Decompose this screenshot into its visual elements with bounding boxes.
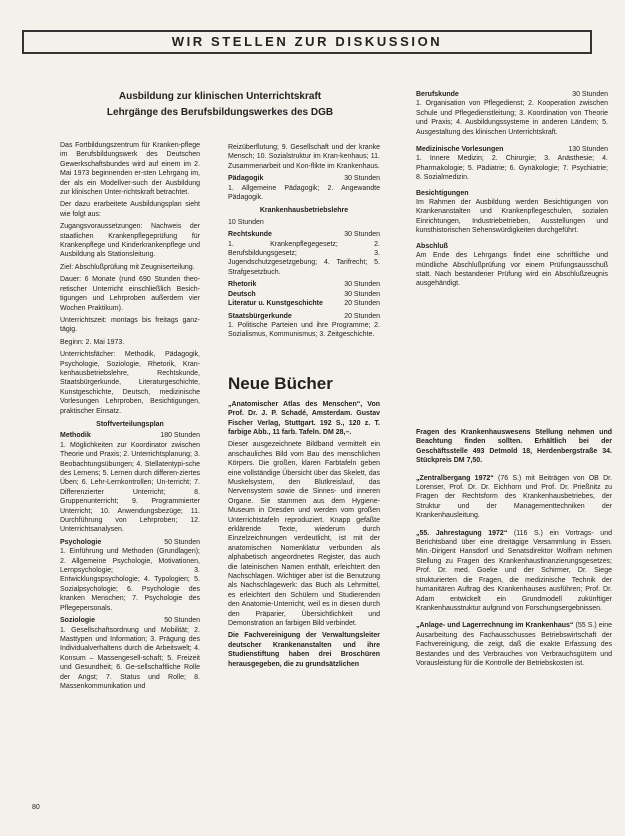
section-label: Berufskunde — [416, 91, 459, 98]
section-text: Im Rahmen der Ausbildung werden Besichtigungen von Krankenanstalten und Krankenpflegeschulen, sozialen Einrichtungen, Industriebetrieben, Ausstellungen und kunsthistorischen Sehenswürdigkeiten durchgeführt. — [416, 199, 608, 235]
article-title-2: Lehrgänge des Berufsbildungswerkes des DGB — [106, 107, 334, 118]
row-label: Deutsch — [228, 290, 256, 298]
section-heading — [60, 431, 200, 440]
row-hours: 20 Stunden — [344, 300, 380, 308]
brochure-title: „55. Jahrestagung 1972“ — [416, 529, 508, 537]
column-3 — [416, 90, 608, 292]
section-text: 1. Politische Parteien und ihre Programme; 2. Sozialismus, Kommunismus; 3. Zeitgeschichte. — [228, 321, 380, 339]
page-number: 80 — [32, 804, 40, 811]
intro-paragraph: Das Fortbildungszentrum für Kranken-pflege im Berufsbildungswerk des Deutschen Gewerkschaftsbundes wird auf einem im 2. Mai 1973 beginnenden er-sten Lehrgang im, der als ein Modellver-such der Ausbildung zur klinischen Unter-richtskraft betrachtet. — [60, 142, 200, 197]
brochure-text: (55 S.) eine Ausarbeitung des Fachausschusses Betriebswirtschaft der Fachvereinigung, die zeigt, daß die exakte Erfassung des Bestandes und des Verbrauches von Verbrauchsgütern und Vorausleistung für die Kontrolle der Betriebskosten ist. — [416, 622, 613, 667]
section-hours: 130 Stunden — [568, 146, 608, 154]
paragraph: Der dazu erarbeitete Ausbildungsplan sieht wie folgt aus: — [60, 201, 200, 218]
section-hours: 30 Stunden — [344, 231, 380, 239]
row-hours: 30 Stunden — [344, 290, 380, 298]
section-text: 1. Gesellschaftsordnung und Mobilität; 2. Masttypen und Information; 3. Prägung des Individualverhaltens durch die Arbeitswelt; 4. Konsum – Massengesell-schaft; 5. Freizeit und Gesundheit; 6. Ge-sellschaftliche Rolle der Angst; 7. Status und Rolle; 8. Massenkommunikation und — [60, 626, 200, 690]
paragraph: Unterrichtsfächer: Methodik, Pädagogik, Psychologie, Soziologie, Rhetorik, Kran-kenhausbetriebslehre, Rechtskunde, Staatsbürgerkunde, Literaturgeschichte, Kunstgeschichte, Deutsch, medizinische Vorlesungen Lehrproben, Besichtigungen, praktischer Einsatz. — [60, 351, 200, 415]
section-label: Soziologie — [60, 617, 95, 625]
brochure-title: „Anlage- und Lagerrechnung im Krankenhaus“ — [416, 622, 574, 630]
brochure-title: „Zentralbergang 1972“ — [416, 474, 494, 482]
section-label: Rechtskunde — [228, 231, 272, 239]
section-hours: 180 Stunden — [160, 432, 200, 440]
paragraph: Ziel: Abschlußprüfung mit Zeugniserteilung. — [60, 263, 195, 271]
khb-hours: 10 Stunden — [228, 218, 264, 226]
row-hours: 30 Stunden — [344, 281, 380, 289]
section-hours: 50 Stunden — [164, 617, 200, 625]
paragraph: Beginn: 2. Mai 1973. — [60, 338, 125, 346]
paragraph: Zugangsvoraussetzungen: Nachweis der staatlichen Krankenpflegeprüfung für Krankenpflege und Kinderkrankenpflege und Ausbildung als Stationsleitung. — [60, 223, 200, 259]
fachvereinigung-note: Die Fachvereinigung der Verwaltungsleiter deutscher Krankenanstalten und ihre Studienstiftung haben drei Broschüren herausgegeben, die zu grundsätzlichen — [228, 632, 380, 668]
section-heading — [228, 174, 380, 183]
section-label: Methodik — [60, 432, 91, 440]
section-text: 1. Organisation von Pflegedienst; 2. Kooperation zwischen Schule und Pflegedienstleitung; 3. Koordination von Theorie und Praxis; 4. Ausbildungssysteme in anderen Ländern; 5. Ausgestaltung des klinischen Unterrichtskraft. — [416, 100, 608, 136]
section-heading — [416, 145, 608, 154]
brochure-text: (116 S.) ein Vortrags- und Berichtsband über eine dreitägige Versammlung in Essen. Min.-Dirigent Hansdorf und Senatsdirektor Wolfram nehmen Stellung zu Fragen des Krankenhausfinanzierungsgesetzes; Prof. Dr. med. Goeke und der Schirmer, Dr. Siege strukturierten die Fragen, die medizinische Technik der humanitären Auftrag des Krankenhauses ausführen; Prof. Dr. Adam entwickelt ein Grundmodell zukünftiger Krankenhausstruktur aufgrund von Forschungsergebnissen. — [416, 529, 612, 612]
section-text: 1. Einführung und Methoden (Grundlagen); 2. Allgemeine Psychologie, Motivationen, Lernpsychologie; 3. Entwicklungspsychologie; 4. Typologien; 5. Sozialpsychologie; 6. Psychologie des kranken Menschen; 7. Psychologie des Pflegepersonals. — [60, 548, 200, 612]
section-text: 1. Innere Medizin; 2. Chirurgie; 3. Anästhesie; 4. Pharmakologie; 5. Pädiatrie; 6. Gynäkologie; 7. Psychiatrie; 8. Sozialmedizin. — [416, 155, 608, 182]
row-label: Rhetorik — [228, 281, 257, 289]
section-hours: 50 Stunden — [164, 538, 200, 546]
paragraph: Reizüberflutung; 9. Gesellschaft und der kranke Mensch; 10. Sozialstruktur im Kran-kenhaus; 11. Zusammenarbeit und Kon-flikte im Krankenhaus. — [228, 144, 380, 170]
section-label: Medizinische Vorlesungen — [416, 146, 504, 154]
section-heading — [60, 616, 200, 625]
books-heading: Neue Bücher — [228, 373, 333, 393]
besichtigungen-title: Besichtigungen — [416, 189, 469, 197]
column-3-books — [416, 428, 612, 671]
brochure-text: (76 S.) mit Beiträgen von OB Dr. Lorenser, Prof. Dr. Dr. Eichhorn und Prof. Dr. Prießnitz zu Fragen der Rechtsform des Krankenhausbetriebes, der Struktur und der Managementtechniken der Krankenhausleitung. — [416, 474, 613, 520]
section-text: 1. Krankenpflegegesetz; 2. Berufsbildungsgesetz; 3. Jugendschutzgesetzgebung; 4. Tarifrecht; 5. Strafgesetzbuch. — [228, 240, 380, 276]
book-title: „Anatomischer Atlas des Menschen“, Von Prof. Dr. J. P. Schadé, Amsterdam. Gustav Fischer Verlag, Stuttgart. 192 S., 120 z. T. farbige Abb., 11 farb. Tafeln. DM 28,–. — [228, 400, 380, 436]
column-2 — [228, 143, 380, 672]
abschluss-title: Abschluß — [416, 242, 448, 250]
subject-row — [228, 299, 380, 308]
section-hours: 30 Stunden — [344, 175, 380, 183]
khb-title: Krankenhausbetriebslehre — [259, 207, 349, 215]
plan-title: Stoffverteilungsplan — [96, 420, 164, 428]
row-label: Literatur u. Kunstgeschichte — [228, 300, 323, 308]
subject-row — [228, 290, 380, 299]
section-heading — [228, 312, 380, 321]
section-heading — [228, 230, 380, 239]
section-heading — [416, 90, 608, 99]
section-hours: 20 Stunden — [344, 312, 380, 320]
section-banner: WIR STELLEN ZUR DISKUSSION — [22, 30, 592, 54]
section-heading — [60, 538, 200, 547]
section-text: Am Ende des Lehrgangs findet eine schriftliche und mündliche Abschlußprüfung vor einem Prüfungsausschuß statt. Nach bestandener Prüfung wird ein Abschlußzeugnis ausgehändigt. — [416, 252, 608, 288]
section-text: 1. Möglichkeiten zur Koordinator zwischen Theorie und Praxis; 2. Unterrichtsplanung; 3. Beobachtungsübungen; 4. Stellatentypi-sche des Lernens; 5. Lernen durch differen-ziertes Üben; 6. Lehr-Lernkontrollen; Un-terricht; 7. Differenzierter Unterricht; 8. Gruppenunterricht; 9. Programmierter Unterricht; 10. Anwendungsbezüge; 11. Durchführung von Lehrproben; 12. Unterrichtsanalysen. — [60, 441, 200, 534]
article-title-1: Ausbildung zur klinischen Unterrichtskraft — [118, 91, 322, 102]
book-review: Dieser ausgezeichnete Bildband vermittelt ein anschauliches Bild vom Bau des menschlichen Körpers. Die großen, klaren Farbtafeln geben eine vollständige Übersicht über das Skelett, das Muskelsystem, den Blutkreislauf, das Nervensystem sowie die Sinnes- und inneren Organe. Sie stammen aus dem Hygiene-Museum in Dresden und werden vom großen Unterrichtstafeln reproduziert. Knapp gefaßte erklärende Texte, wiederum durch Einzelzeichnungen verdeutlicht, ist mit der anatomischen Nomenklatur verbunden als alphabetisch angeordnetes Register, das auch die lateinischen Namen enthält, erleichtert den Nachschlagen. Wichtiger aber ist die Benutzung als Nachschlagewerk: das Buch als Lehrmittel, es erleichtert den Schülern und Studierenden den Anatomie-Unterricht, weil es in diesen durch den Präparier, Übersichtlichkeit und Demonstration an farbigen Bild verbindet. — [228, 441, 380, 628]
section-label: Psychologie — [60, 538, 102, 546]
paragraph: Unterrichtszeit: montags bis freitags ganz-tägig. — [60, 316, 200, 334]
section-text: 1. Allgemeine Pädagogik; 2. Angewandte Pädagogik. — [228, 184, 380, 202]
paragraph: Dauer: 6 Monate (rund 690 Stunden theo-retischer Unterricht einschließlich Besich-tigungen und Lehrproben außerdem vier Wochen Praktikum). — [60, 276, 200, 312]
section-label: Pädagogik — [228, 175, 264, 183]
fragen-text: Fragen des Krankenhauswesens Stellung nehmen und Beachtung finden sollten. Erhältlich bei der Geschäftsstelle 493 Detmold 18, Herdenbergstraße 34. Stückpreis DM 7,50. — [416, 429, 612, 465]
subject-row — [228, 280, 380, 289]
section-hours: 30 Stunden — [572, 91, 608, 98]
section-label: Staatsbürgerkunde — [228, 312, 292, 320]
